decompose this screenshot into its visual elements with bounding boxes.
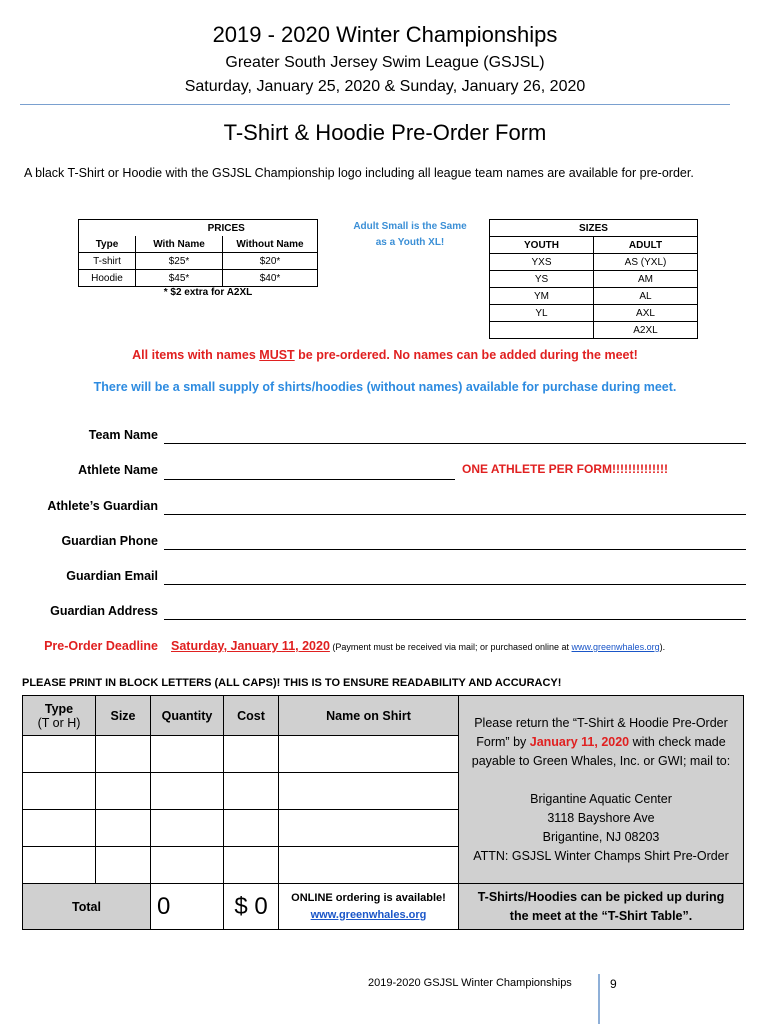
return-address3: Brigantine, NJ 08203 (542, 829, 660, 844)
guardian-address-field[interactable] (164, 619, 746, 620)
prices-table (78, 219, 318, 287)
quantity-cell[interactable] (151, 810, 224, 847)
type-cell[interactable] (23, 736, 96, 773)
intro-text: A black T-Shirt or Hoodie with the GSJSL Championship logo including all league team names are available for pre-order. (24, 166, 694, 180)
col-type-sub: (T or H) (37, 715, 81, 730)
return-address4: ATTN: GSJSL Winter Champs Shirt Pre-Order (473, 848, 729, 863)
total-label: Total (23, 884, 151, 930)
sizes-cell: A2XL (594, 322, 698, 339)
deadline-note-end: ). (659, 642, 666, 652)
guardian-email-field[interactable] (164, 584, 746, 585)
name-cell[interactable] (279, 773, 459, 810)
footer-divider (598, 974, 600, 1024)
col-type-header (23, 696, 96, 736)
pickup-note: T-Shirts/Hoodies can be picked up during the meet at the “T-Shirt Table”. (459, 884, 744, 930)
guardian-label: Athlete’s Guardian (47, 499, 158, 513)
return-line2: with check made payable to Green Whales, Inc. or GWI; mail to: (471, 734, 731, 768)
sizes-cell: YL (490, 305, 594, 322)
col-quantity-header: Quantity (151, 696, 224, 736)
prices-col-type: Type (79, 236, 136, 253)
footer-text: 2019-2020 GSJSL Winter Championships (368, 977, 572, 989)
online-text: ONLINE ordering is available! (291, 891, 446, 904)
sizes-cell: AL (594, 288, 698, 305)
team-name-label: Team Name (88, 428, 158, 442)
team-name-field[interactable] (164, 443, 746, 444)
guardian-address-label: Guardian Address (50, 604, 158, 618)
prices-cell: $40* (223, 270, 318, 287)
prices-cell: Hoodie (79, 270, 136, 287)
deadline-date: Saturday, January 11, 2020 (171, 639, 330, 653)
prices-heading: PRICES (136, 220, 318, 237)
col-type: Type (44, 701, 74, 716)
sizes-row (490, 305, 698, 322)
sizes-row (490, 271, 698, 288)
sizes-col-youth: YOUTH (490, 237, 594, 254)
header-divider (20, 104, 730, 105)
type-cell[interactable] (23, 773, 96, 810)
order-table (22, 695, 744, 930)
online-ordering (279, 884, 459, 930)
type-cell[interactable] (23, 810, 96, 847)
col-cost-header: Cost (224, 696, 279, 736)
sizes-cell: YS (490, 271, 594, 288)
warning-must: MUST (259, 348, 295, 362)
athlete-name-field[interactable] (164, 479, 455, 480)
sizes-row (490, 254, 698, 271)
size-cell[interactable] (96, 773, 151, 810)
guardian-phone-field[interactable] (164, 549, 746, 550)
quantity-cell[interactable] (151, 736, 224, 773)
sizes-cell (490, 322, 594, 339)
prices-row (79, 270, 318, 287)
prices-col-with-name: With Name (136, 236, 223, 253)
name-cell[interactable] (279, 736, 459, 773)
warning-suffix: be pre-ordered. No names can be added during the meet! (294, 348, 638, 362)
return-address2: 3118 Bayshore Ave (547, 810, 655, 825)
sizes-cell: AS (YXL) (594, 254, 698, 271)
prices-cell: $20* (223, 253, 318, 270)
return-instructions (459, 696, 744, 884)
type-cell[interactable] (23, 847, 96, 884)
prices-cell: $25* (136, 253, 223, 270)
return-address1: Brigantine Aquatic Center (530, 791, 672, 806)
return-line1: Please return the “T-Shirt & Hoodie Pre-Order Form” by (474, 715, 728, 749)
return-date: January 11, 2020 (529, 734, 630, 749)
deadline-note: (Payment must be received via mail; or purchased online at (329, 642, 572, 652)
guardian-phone-label: Guardian Phone (61, 534, 158, 548)
supply-note: There will be a small supply of shirts/hoodies (without names) available for purchase during meet. (93, 380, 677, 394)
prices-cell: $45* (136, 270, 223, 287)
a2xl-note: * $2 extra for A2XL (163, 287, 253, 298)
name-cell[interactable] (279, 810, 459, 847)
sizes-col-adult: ADULT (594, 237, 698, 254)
warning-prefix: All items with names (132, 348, 260, 362)
names-warning (0, 348, 770, 362)
sizes-cell: YM (490, 288, 594, 305)
sizes-cell: AM (594, 271, 698, 288)
col-size-header: Size (96, 696, 151, 736)
quantity-cell[interactable] (151, 773, 224, 810)
league-name: Greater South Jersey Swim League (GSJSL) (225, 54, 545, 71)
cost-cell[interactable] (224, 847, 279, 884)
prices-row (79, 253, 318, 270)
athlete-name-label: Athlete Name (78, 463, 158, 477)
sizes-cell: AXL (594, 305, 698, 322)
page-number: 9 (610, 977, 617, 991)
deadline-text (171, 639, 665, 653)
block-letters-instruction: PLEASE PRINT IN BLOCK LETTERS (ALL CAPS)! THIS IS TO ENSURE READABILITY AND ACCURACY! (22, 677, 562, 689)
sizes-row (490, 288, 698, 305)
one-athlete-warning: ONE ATHLETE PER FORM!!!!!!!!!!!!!! (462, 462, 668, 476)
form-title: T-Shirt & Hoodie Pre-Order Form (223, 120, 547, 145)
size-cell[interactable] (96, 736, 151, 773)
sizes-cell: YXS (490, 254, 594, 271)
name-cell[interactable] (279, 847, 459, 884)
adult-small-note: Adult Small is the Same as a Youth XL! (353, 221, 467, 248)
cost-cell[interactable] (224, 773, 279, 810)
quantity-cell[interactable] (151, 847, 224, 884)
prices-col-without-name: Without Name (223, 236, 318, 253)
total-quantity: 0 (151, 884, 224, 930)
guardian-field[interactable] (164, 514, 746, 515)
deadline-website-link[interactable]: www.greenwhales.org (571, 642, 660, 652)
guardian-email-label: Guardian Email (66, 569, 158, 583)
sizes-row (490, 322, 698, 339)
document-title: 2019 - 2020 Winter Championships (212, 22, 558, 47)
prices-cell: T-shirt (79, 253, 136, 270)
col-name-header: Name on Shirt (279, 696, 459, 736)
cost-cell[interactable] (224, 810, 279, 847)
size-cell[interactable] (96, 810, 151, 847)
cost-cell[interactable] (224, 736, 279, 773)
deadline-label: Pre-Order Deadline (44, 639, 158, 653)
sizes-table (489, 219, 698, 339)
size-cell[interactable] (96, 847, 151, 884)
total-cost: $ 0 (224, 884, 279, 930)
online-ordering-link[interactable]: www.greenwhales.org (310, 908, 427, 921)
sizes-heading: SIZES (490, 220, 698, 237)
event-dates: Saturday, January 25, 2020 & Sunday, January 26, 2020 (184, 78, 586, 95)
